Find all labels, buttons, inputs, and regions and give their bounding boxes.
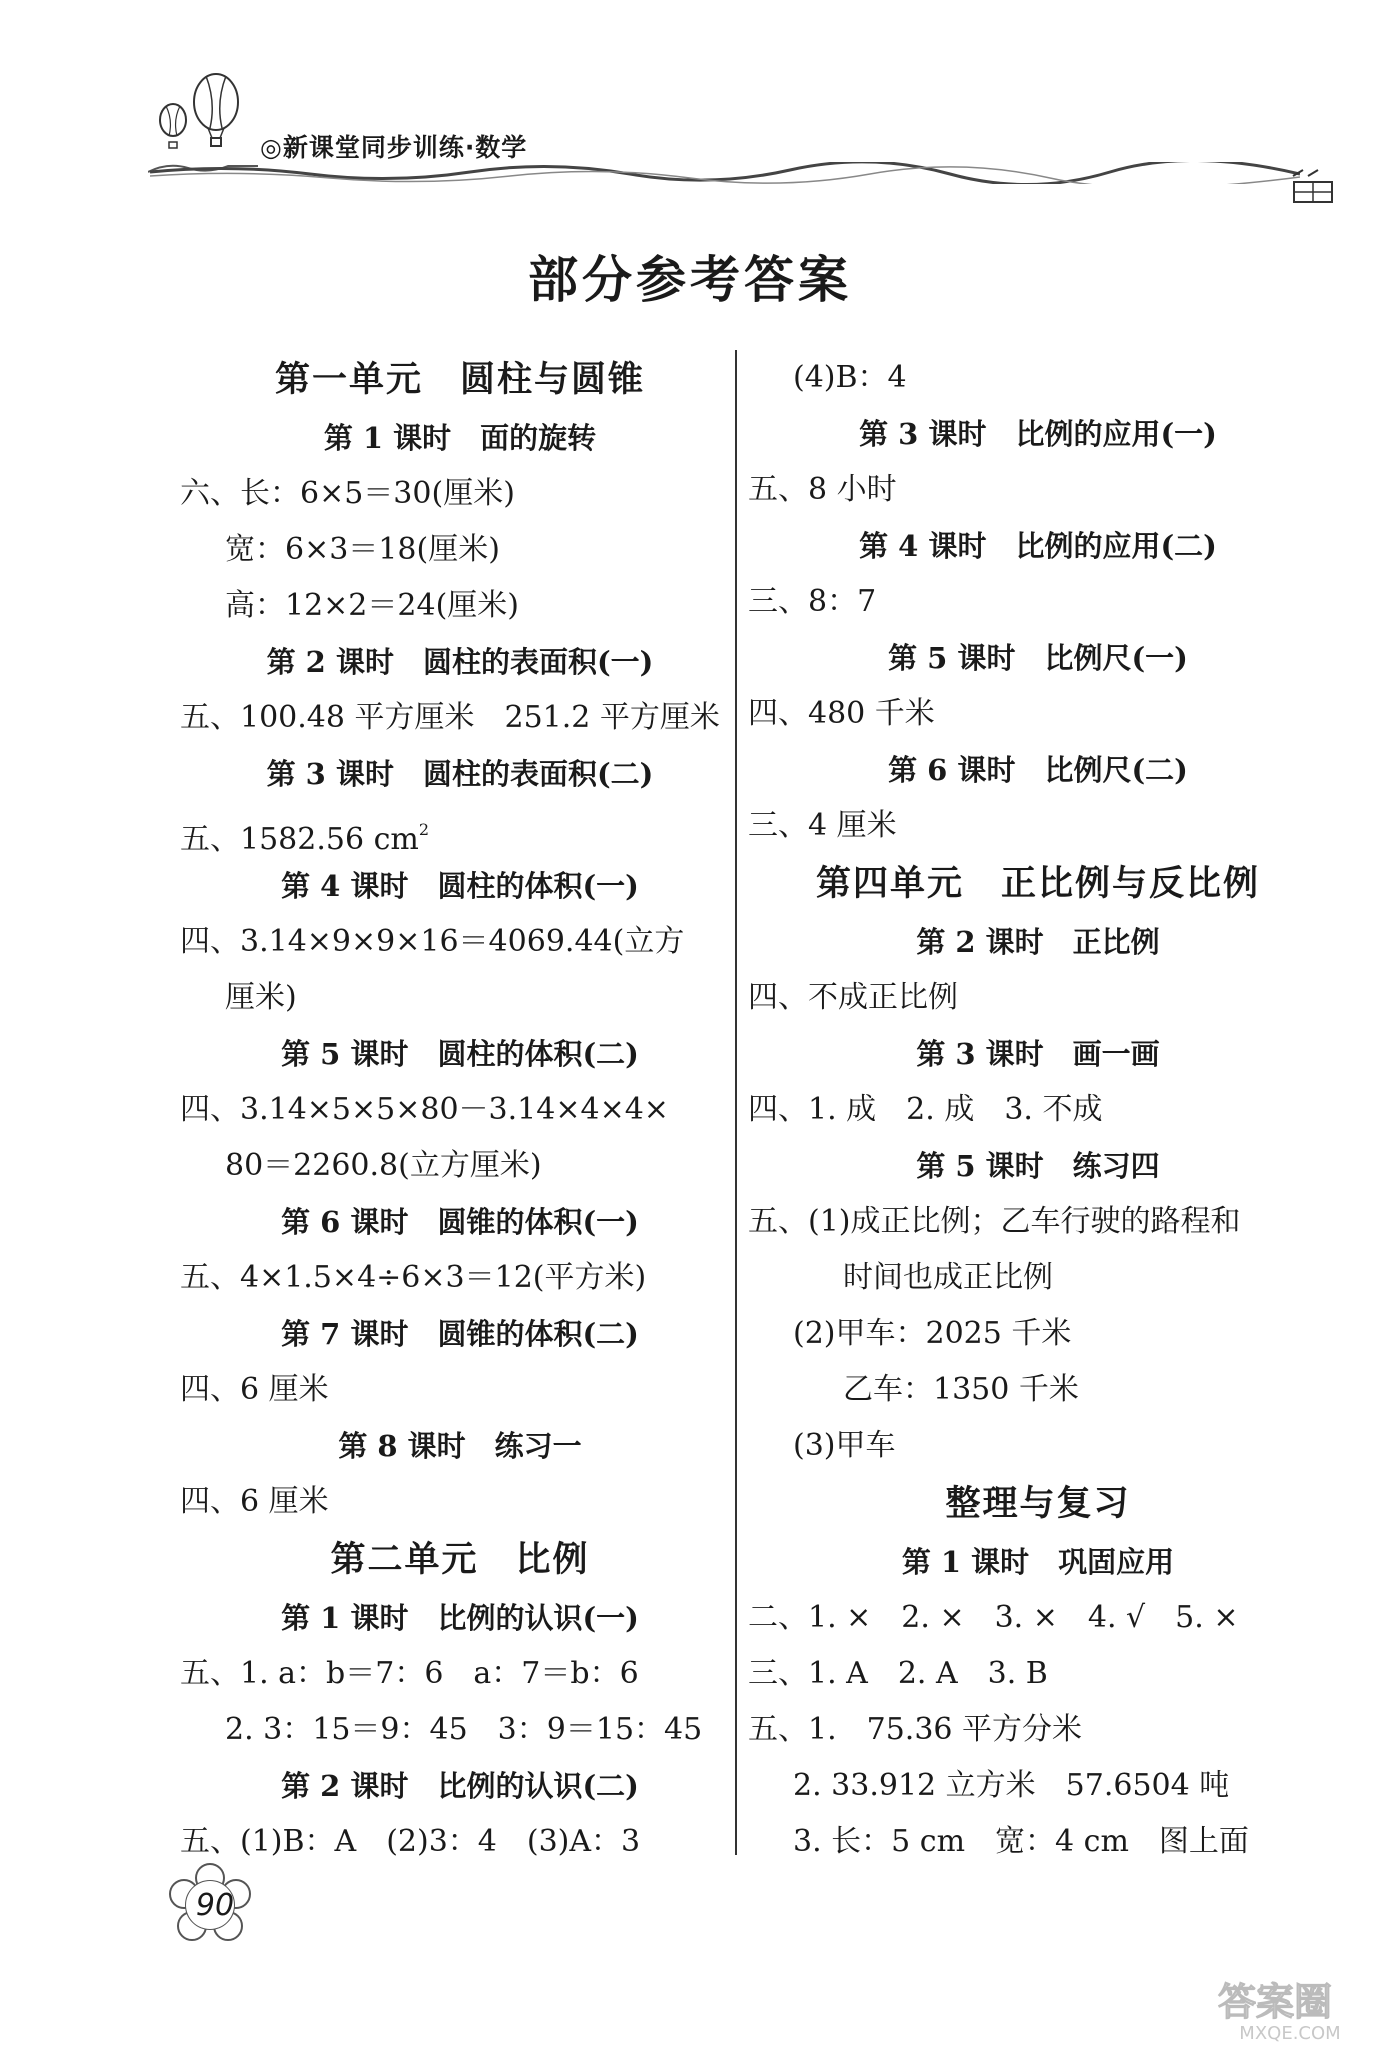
line-text: 80＝2260.8(立方厘米) xyxy=(225,1148,542,1183)
header-wave-line xyxy=(150,162,1300,184)
line-text: 四、6 厘米 xyxy=(180,1484,329,1519)
answer-line xyxy=(180,1362,740,1418)
answer-line xyxy=(748,1702,1328,1758)
line-text: (2)甲车：2025 千米 xyxy=(793,1316,1072,1351)
answer-line xyxy=(748,462,1328,518)
answer-line xyxy=(180,1474,740,1530)
answer-line xyxy=(180,802,740,858)
answer-line xyxy=(180,1646,740,1702)
line-text: 第 5 课时 比例尺(一) xyxy=(888,641,1188,675)
answer-line xyxy=(180,466,740,522)
line-text: 第 7 课时 圆锥的体积(二) xyxy=(281,1317,639,1351)
lesson-heading xyxy=(180,1026,740,1082)
line-text: 时间也成正比例 xyxy=(843,1260,1053,1295)
answer-line xyxy=(748,1646,1328,1702)
line-text: 第四单元 正比例与反比例 xyxy=(815,863,1260,904)
answer-line xyxy=(180,1138,740,1194)
lesson-heading xyxy=(180,746,740,802)
line-text: 第二单元 比例 xyxy=(330,1539,590,1580)
answer-line xyxy=(180,522,740,578)
lesson-heading xyxy=(748,1026,1328,1082)
line-text: 第 3 课时 圆柱的表面积(二) xyxy=(266,757,654,791)
lesson-heading xyxy=(748,914,1328,970)
left-column xyxy=(180,350,740,1870)
unit-heading xyxy=(180,1530,740,1590)
answer-line xyxy=(180,1702,740,1758)
unit-heading xyxy=(748,854,1328,914)
lesson-heading xyxy=(180,1758,740,1814)
answer-line xyxy=(180,690,740,746)
line-text: 第 3 课时 画一画 xyxy=(916,1037,1160,1071)
line-text: 第 6 课时 圆锥的体积(一) xyxy=(281,1205,639,1239)
line-text: 四、480 千米 xyxy=(748,696,935,731)
line-text: 第 2 课时 正比例 xyxy=(916,925,1160,959)
lesson-heading xyxy=(748,630,1328,686)
line-text: 六、长：6×5＝30(厘米) xyxy=(180,476,515,511)
lesson-heading xyxy=(748,742,1328,798)
line-text: 整理与复习 xyxy=(945,1483,1131,1524)
answer-line xyxy=(748,1814,1328,1870)
lesson-heading xyxy=(180,1590,740,1646)
answer-line xyxy=(748,798,1328,854)
line-text: 第 5 课时 圆柱的体积(二) xyxy=(281,1037,639,1071)
right-column xyxy=(748,350,1328,1870)
line-text: 三、4 厘米 xyxy=(748,808,897,843)
line-text: 第 6 课时 比例尺(二) xyxy=(888,753,1188,787)
line-text: 五、100.48 平方厘米 251.2 平方厘米 xyxy=(180,700,720,735)
page-title: 部分参考答案 xyxy=(528,250,852,309)
answer-line xyxy=(180,578,740,634)
answer-line xyxy=(748,1590,1328,1646)
line-text: (4)B：4 xyxy=(793,360,907,395)
line-text: 五、(1)B：A (2)3：4 (3)A：3 xyxy=(180,1824,641,1859)
line-text: 宽：6×3＝18(厘米) xyxy=(225,532,500,567)
lesson-heading xyxy=(748,406,1328,462)
line-text: 第 1 课时 比例的认识(一) xyxy=(281,1601,639,1635)
answer-line xyxy=(748,970,1328,1026)
answer-line xyxy=(748,1082,1328,1138)
line-text: 第 1 课时 面的旋转 xyxy=(323,421,597,455)
line-text: 四、6 厘米 xyxy=(180,1372,329,1407)
series-title: ◎新课堂同步训练·数学 xyxy=(260,133,528,162)
answer-line xyxy=(180,1814,740,1870)
svg-text:MXQE.COM: MXQE.COM xyxy=(1239,2023,1341,2044)
lesson-heading xyxy=(180,1194,740,1250)
superscript: 2 xyxy=(418,820,430,839)
answer-line xyxy=(748,1306,1328,1362)
corner-ornament-icon xyxy=(1288,168,1338,208)
line-text: 五、1582.56 cm xyxy=(180,822,419,857)
line-text: 第 1 课时 巩固应用 xyxy=(901,1545,1175,1579)
line-text: 第 2 课时 比例的认识(二) xyxy=(281,1769,639,1803)
line-text: 四、3.14×9×9×16＝4069.44(立方 xyxy=(180,924,685,959)
answer-line xyxy=(748,686,1328,742)
lesson-heading xyxy=(748,1138,1328,1194)
answer-line xyxy=(748,1418,1328,1474)
line-text: 五、(1)成正比例；乙车行驶的路程和 xyxy=(748,1204,1241,1239)
page-number: 90 xyxy=(195,1888,235,1923)
svg-text:答案圈: 答案圈 xyxy=(1217,1980,1333,2024)
lesson-heading xyxy=(180,410,740,466)
line-text: 四、1. 成 2. 成 3. 不成 xyxy=(748,1092,1103,1127)
line-text: 五、4×1.5×4÷6×3＝12(平方米) xyxy=(180,1260,647,1295)
lesson-heading xyxy=(748,1534,1328,1590)
answer-line xyxy=(180,970,740,1026)
line-text: 三、8：7 xyxy=(748,584,877,619)
answer-line xyxy=(748,1362,1328,1418)
line-text: 2. 33.912 立方米 57.6504 吨 xyxy=(793,1768,1230,1803)
lesson-heading xyxy=(180,634,740,690)
watermark-logo xyxy=(1180,1975,1370,2045)
line-text: 四、不成正比例 xyxy=(748,980,958,1015)
line-text: 乙车：1350 千米 xyxy=(843,1372,1079,1407)
line-text: 二、1. × 2. × 3. × 4. √ 5. × xyxy=(748,1600,1239,1635)
line-text: (3)甲车 xyxy=(793,1428,896,1463)
answer-line xyxy=(748,574,1328,630)
unit-heading xyxy=(180,350,740,410)
lesson-heading xyxy=(180,858,740,914)
line-text: 第 5 课时 练习四 xyxy=(916,1149,1160,1183)
answer-line xyxy=(748,1194,1328,1250)
line-text: 3. 长：5 cm 宽：4 cm 图上面 xyxy=(793,1824,1249,1859)
line-text: 三、1. A 2. A 3. B xyxy=(748,1656,1048,1691)
line-text: 高：12×2＝24(厘米) xyxy=(225,588,519,623)
line-text: 五、8 小时 xyxy=(748,472,897,507)
answer-line xyxy=(180,1250,740,1306)
lesson-heading xyxy=(180,1306,740,1362)
line-text: 2. 3：15＝9：45 3：9＝15：45 xyxy=(225,1712,703,1747)
line-text: 第 4 课时 圆柱的体积(一) xyxy=(281,869,639,903)
line-text: 第 8 课时 练习一 xyxy=(338,1429,582,1463)
line-text: 第 2 课时 圆柱的表面积(一) xyxy=(266,645,654,679)
lesson-heading xyxy=(180,1418,740,1474)
line-text: 第一单元 圆柱与圆锥 xyxy=(274,359,645,400)
line-text: 五、1. 75.36 平方分米 xyxy=(748,1712,1083,1747)
line-text: 四、3.14×5×5×80－3.14×4×4× xyxy=(180,1092,669,1127)
answer-line xyxy=(748,1250,1328,1306)
line-text: 厘米) xyxy=(225,980,297,1015)
line-text: 第 4 课时 比例的应用(二) xyxy=(859,529,1217,563)
answer-line xyxy=(180,914,740,970)
lesson-heading xyxy=(748,518,1328,574)
unit-heading xyxy=(748,1474,1328,1534)
line-text: 第 3 课时 比例的应用(一) xyxy=(859,417,1217,451)
line-text: 五、1. a：b＝7：6 a：7＝b：6 xyxy=(180,1656,639,1691)
answer-line xyxy=(748,350,1328,406)
answer-line xyxy=(180,1082,740,1138)
answer-line xyxy=(748,1758,1328,1814)
